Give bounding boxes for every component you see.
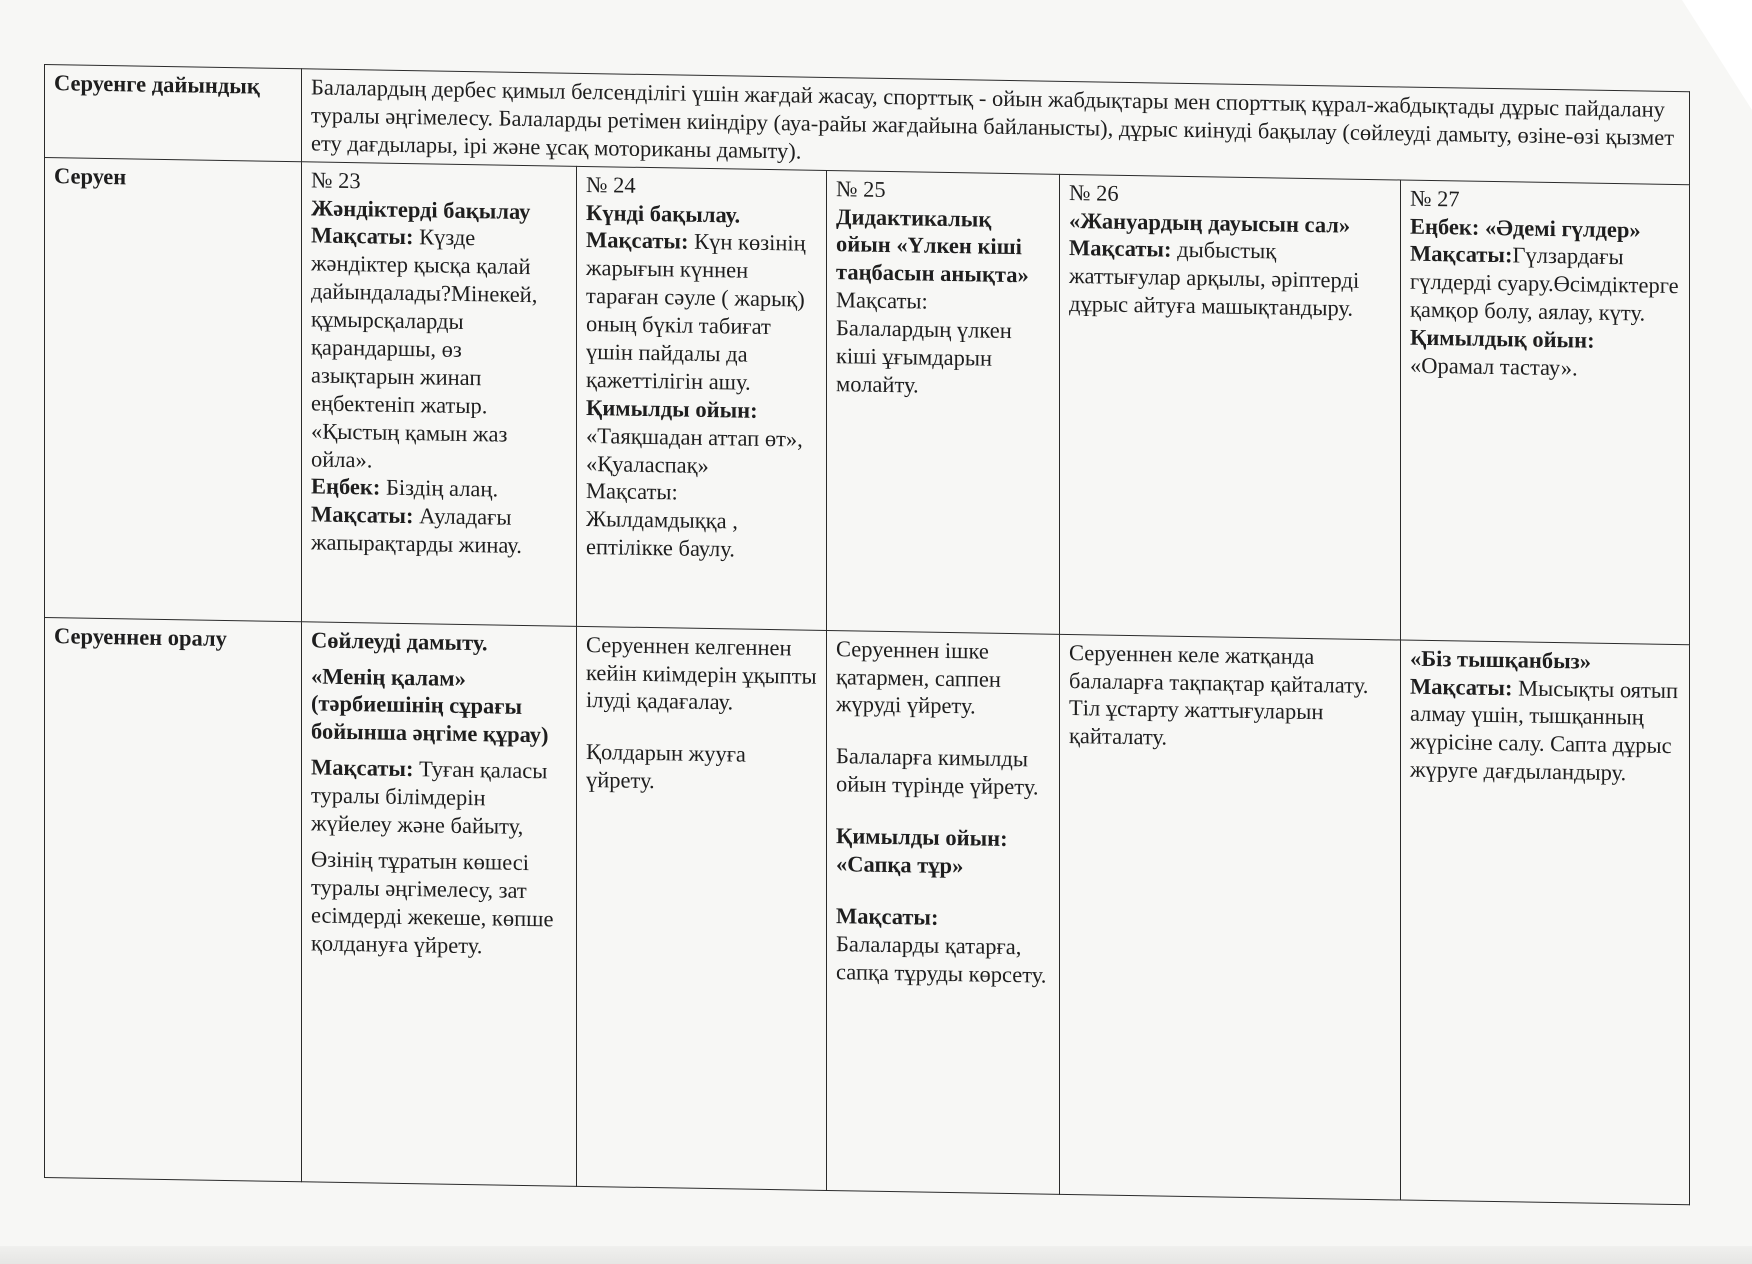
walk-24-goal-label: Мақсаты: bbox=[586, 227, 689, 255]
prep-text: Балалардың дербес қимыл белсенділігі үшін жағдай жасау, спорттық - ойын жабдықтары мен спорттық құрал-жабдықтады дұрыс пайдалану туралы әңгімелесу. Балаларды ретімен киіндіру (ауа-райы жағдайына байланысты), дұрыс киінуді бақылау (сөйлеуді дамыту, өзіне-өзі қызмет ету дағдылары, ірі және ұсақ моториканы дамыту). bbox=[302, 69, 1690, 185]
walk-24-title: Күнді бақылау. bbox=[586, 199, 741, 228]
return-2-text2: Қолдарын жууға үйрету. bbox=[586, 739, 746, 794]
walk-27-work-text: «Әдемі гүлдер» bbox=[1485, 214, 1641, 243]
walk-27-game-label: Қимылдық ойын: bbox=[1410, 324, 1595, 353]
walk-26-goal bbox=[1069, 234, 1392, 323]
walk-23-number: № 23 bbox=[311, 167, 361, 193]
walk-24-goal-text: Күн көзінің жарығын күннен тараған сәуле ( жарық) оның бүкіл табиғат үшін пайдалы да қажеттілігін ашу. bbox=[586, 229, 806, 395]
walk-25-title: Дидактикалық ойын «Үлкен кіші таңбасын анықта» bbox=[836, 203, 1029, 288]
walk-27-number: № 27 bbox=[1410, 185, 1460, 212]
return-1-text2: Өзінің тұратын көшесі туралы әңгімелесу, зат есімдерді жекеше, көпше қолдануға үйрету. bbox=[311, 846, 554, 958]
walk-25-goal-label: Мақсаты: bbox=[836, 287, 928, 314]
walk-23-work-text: Біздің алаң. bbox=[386, 475, 499, 502]
return-cell-4 bbox=[1060, 634, 1401, 1200]
walk-24-game-label: Қимылды ойын: bbox=[586, 394, 758, 423]
walk-cell-25 bbox=[827, 170, 1060, 634]
walk-cell-23 bbox=[302, 161, 577, 626]
walk-23-work bbox=[311, 473, 568, 505]
return-1-subtitle: «Менің қалам» (тәрбиешінің сұрағы бойынша әңгіме құрау) bbox=[311, 662, 549, 748]
return-5-goal bbox=[1410, 672, 1681, 788]
return-3-text2: Балаларға кимылды ойын түрінде үйрету. bbox=[836, 743, 1039, 800]
walk-label: Серуен bbox=[45, 157, 302, 621]
return-5-goal-label: Мақсаты: bbox=[1410, 673, 1513, 700]
return-3-goal-text: Балаларды қатарға, сапқа тұруды көрсету. bbox=[836, 930, 1047, 988]
walk-23-goal2-text: Ауладағы жапырақтарды жинау. bbox=[311, 503, 522, 559]
return-cell-5 bbox=[1401, 640, 1690, 1205]
walk-24-number: № 24 bbox=[586, 171, 636, 198]
walk-23-goal2 bbox=[311, 501, 568, 561]
return-2-text1: Серуеннен келгеннен кейін киімдерін ұқыпты ілуді қадағалау. bbox=[586, 631, 817, 715]
walk-24-goal bbox=[586, 226, 818, 397]
return-cell-3 bbox=[827, 630, 1060, 1194]
walk-27-game-text: «Орамал тастау». bbox=[1410, 352, 1578, 381]
walk-25-goal-text: Балалардың үлкен кіші ұғымдарын молайту. bbox=[836, 315, 1012, 398]
walk-23-work-label: Еңбек: bbox=[311, 473, 381, 501]
daily-plan-table bbox=[44, 64, 1690, 1205]
walk-27-goal bbox=[1410, 240, 1681, 328]
walk-26-title: «Жануардың дауысын сал» bbox=[1069, 207, 1351, 238]
return-label: Серуеннен оралу bbox=[45, 617, 302, 1182]
walk-23-goal-label: Мақсаты: bbox=[311, 222, 414, 250]
return-row bbox=[45, 617, 1690, 1205]
walk-cell-27 bbox=[1401, 180, 1690, 645]
page-corner bbox=[1682, 0, 1752, 110]
plan-sheet bbox=[44, 64, 1689, 1205]
walk-25-number: № 25 bbox=[836, 175, 886, 202]
walk-27-work bbox=[1410, 212, 1681, 244]
walk-23-goal2-label: Мақсаты: bbox=[311, 501, 414, 529]
walk-cell-26 bbox=[1060, 174, 1401, 640]
return-3-goal-label: Мақсаты: bbox=[836, 903, 939, 930]
walk-27-goal-text: Гүлзардағы гүлдерді суару.Өсімдіктерге қамқор болу, аялау, күту. bbox=[1410, 242, 1679, 326]
return-5-title: «Біз тышқанбыз» bbox=[1410, 645, 1591, 674]
walk-24-goal2-label: Мақсаты: bbox=[586, 478, 678, 505]
walk-26-goal-text: дыбыстық жаттығулар арқылы, әріптерді дұрыс айтуға машықтандыру. bbox=[1069, 237, 1360, 321]
return-5-goal-text: Мысықты оятып алмау үшін, тышқанның жүрісіне салу. Сапта дұрыс жүруге дағдыландыру. bbox=[1410, 675, 1679, 786]
return-cell-1 bbox=[302, 621, 577, 1186]
walk-23-title: Жәндіктерді бақылау bbox=[311, 194, 531, 224]
walk-27-goal-label: Мақсаты: bbox=[1410, 241, 1513, 268]
walk-26-number: № 26 bbox=[1069, 179, 1119, 206]
walk-24-goal2-text: Жылдамдыққа , ептілікке баулу. bbox=[586, 506, 738, 562]
return-3-text1: Серуеннен ішке қатармен, саппен жүруді үйрету. bbox=[836, 635, 1001, 719]
return-4-text1: Серуеннен келе жатқанда балаларға тақпақтар қайталату. bbox=[1069, 639, 1369, 698]
return-1-title: Сөйлеуді дамыту. bbox=[311, 627, 488, 656]
return-1-goal-label: Мақсаты: bbox=[311, 754, 414, 782]
return-4-text2: Тіл ұстарту жаттығуларын қайталату. bbox=[1069, 695, 1324, 750]
walk-23-goal bbox=[311, 222, 568, 477]
walk-row bbox=[45, 157, 1690, 644]
prep-label: Серуенге дайындық bbox=[45, 65, 302, 162]
walk-26-goal-label: Мақсаты: bbox=[1069, 235, 1172, 263]
walk-24-game-text: «Таяқшадан аттап өт», «Қуаласпақ» bbox=[586, 422, 803, 478]
walk-27-work-label: Еңбек: bbox=[1410, 213, 1480, 240]
page-edge-shadow bbox=[0, 1246, 1752, 1264]
walk-cell-24 bbox=[577, 166, 827, 630]
return-1-goal bbox=[311, 754, 568, 842]
return-3-game-label: Қимылды ойын: «Сапқа тұр» bbox=[836, 823, 1008, 879]
return-1-goal-text: Туған қаласы туралы білімдерін жүйелеу және байыту, bbox=[311, 756, 548, 839]
walk-23-goal-text: Күзде жәндіктер қысқа қалай дайындалады?Мінекей, құмырсқаларды қарандаршы, өз азықтарын жинап еңбектеніп жатыр. «Қыстың қамын жаз ойла». bbox=[311, 224, 538, 473]
return-cell-2 bbox=[577, 626, 827, 1190]
